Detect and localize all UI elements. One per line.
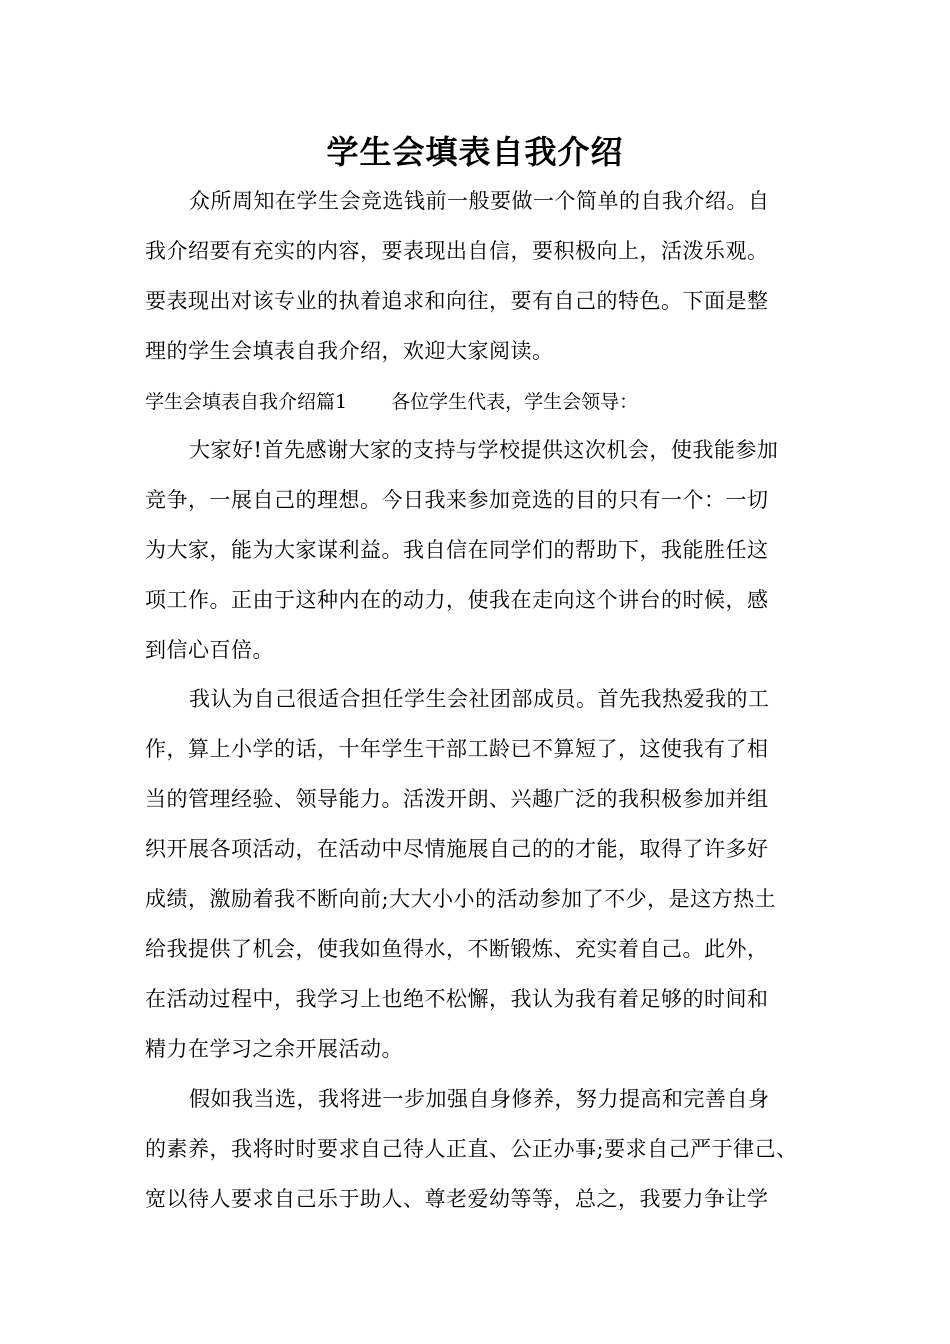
- section-heading-line: [145, 388, 638, 416]
- paragraph-line: 为大家，能为大家谋利益。我自信在同学们的帮助下，我能胜任这: [145, 538, 769, 562]
- intro-line: 我介绍要有充实的内容，要表现出自信，要积极向上，活泼乐观。: [145, 239, 769, 263]
- intro-line: 理的学生会填表自我介绍，欢迎大家阅读。: [145, 339, 554, 363]
- paragraph-line: 作，算上小学的话，十年学生干部工龄已不算短了，这使我有了相: [145, 737, 769, 761]
- paragraph-line: 大家好!首先感谢大家的支持与学校提供这次机会，使我能参加: [189, 438, 779, 462]
- paragraph-line: 到信心百倍。: [145, 638, 274, 662]
- section-heading: 学生会填表自我介绍篇1: [145, 391, 348, 413]
- paragraph-line: 我认为自己很适合担任学生会社团部成员。首先我热爱我的工: [189, 687, 770, 711]
- salutation: 各位学生代表，学生会领导：: [391, 391, 639, 413]
- intro-line: 众所周知在学生会竞选钱前一般要做一个简单的自我介绍。自: [189, 189, 770, 213]
- paragraph-line: 在活动过程中，我学习上也绝不松懈，我认为我有着足够的时间和: [145, 987, 769, 1011]
- paragraph-line: 当的管理经验、领导能力。活泼开朗、兴趣广泛的我积极参加并组: [145, 787, 769, 811]
- paragraph-line: 织开展各项活动，在活动中尽情施展自己的的才能，取得了许多好: [145, 837, 769, 861]
- paragraph-line: 成绩，激励着我不断向前;大大小小的活动参加了不少，是这方热土: [145, 887, 777, 911]
- paragraph-line: 的素养，我将时时要求自己待人正直、公正办事;要求自己严于律己、: [145, 1137, 798, 1161]
- paragraph-line: 宽以待人要求自己乐于助人、尊老爱幼等等，总之，我要力争让学: [145, 1187, 769, 1211]
- paragraph-line: 给我提供了机会，使我如鱼得水，不断锻炼、充实着自己。此外，: [145, 937, 769, 961]
- paragraph-line: 竞争，一展自己的理想。今日我来参加竞选的目的只有一个：一切: [145, 488, 769, 512]
- paragraph-line: 精力在学习之余开展活动。: [145, 1037, 403, 1061]
- paragraph-line: 假如我当选，我将进一步加强自身修养，努力提高和完善自身: [189, 1087, 770, 1111]
- paragraph-line: 项工作。正由于这种内在的动力，使我在走向这个讲台的时候，感: [145, 588, 769, 612]
- intro-line: 要表现出对该专业的执着追求和向往，要有自己的特色。下面是整: [145, 289, 769, 313]
- document-title: 学生会填表自我介绍: [326, 133, 624, 171]
